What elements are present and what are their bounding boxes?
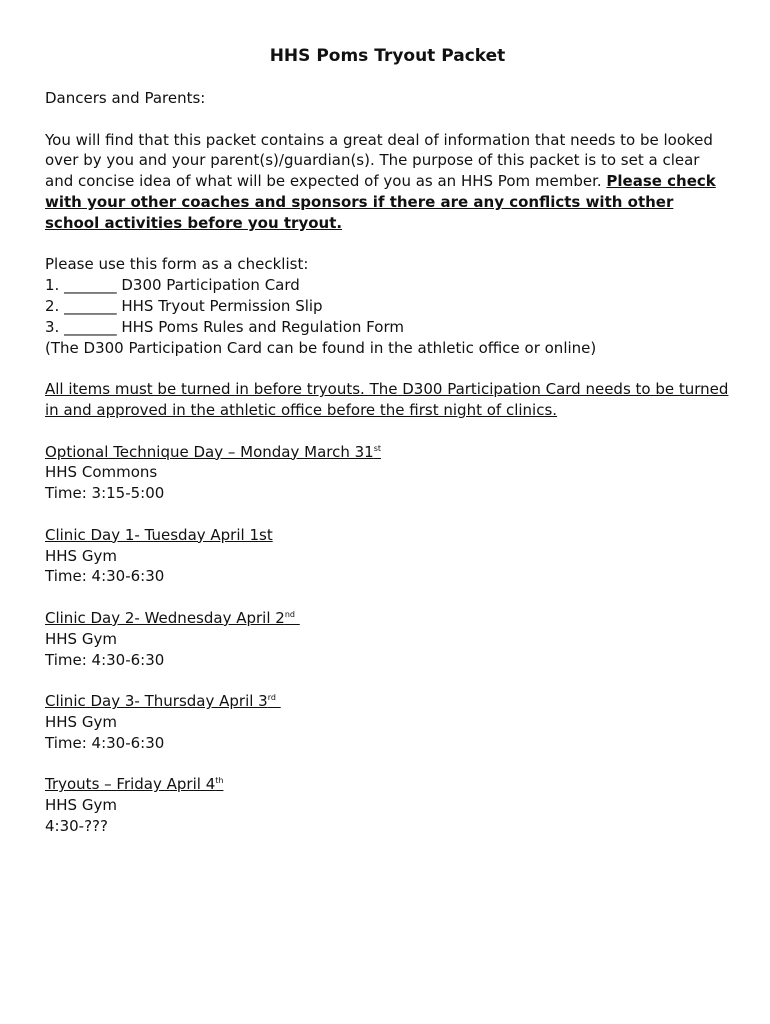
event-title-suffix: nd (284, 609, 295, 619)
event-block (45, 608, 730, 670)
event-time: Time: 4:30-6:30 (45, 733, 165, 752)
checklist-note: (The D300 Participation Card can be found in the athletic office or online) (45, 338, 597, 357)
event-location: HHS Gym (45, 546, 117, 565)
checklist-item: 1. _______ D300 Participation Card (45, 276, 300, 295)
event-title-suffix: th (215, 776, 224, 786)
notice: All items must be turned in before tryouts. The D300 Participation Card needs to be turned in and approved in the athletic office before the first night of clinics. (45, 380, 729, 419)
salutation: Dancers and Parents: (45, 89, 206, 107)
event-title: Clinic Day 3- Thursday April 3rd (45, 692, 276, 711)
event-title: Optional Technique Day – Monday March 31st (45, 442, 382, 461)
event-block (45, 774, 730, 836)
checklist-item: 2. _______ HHS Tryout Permission Slip (45, 296, 323, 315)
event-title: Clinic Day 1- Tuesday April 1st (45, 525, 273, 544)
event-location: HHS Gym (45, 796, 117, 815)
event-time: 4:30-??? (45, 816, 108, 835)
event-time: Time: 4:30-6:30 (45, 567, 165, 586)
checklist-heading: Please use this form as a checklist: (45, 255, 309, 274)
event-block (45, 442, 730, 504)
event-location: HHS Gym (45, 629, 117, 648)
event-title: Clinic Day 2- Wednesday April 2nd (45, 608, 295, 627)
event-title-suffix: st (373, 443, 382, 453)
document-title: HHS Poms Tryout Packet (269, 46, 506, 66)
event-location: HHS Commons (45, 463, 158, 482)
event-block (45, 525, 730, 587)
checklist-item: 3. _______ HHS Poms Rules and Regulation Form (45, 317, 404, 336)
intro-text: You will find that this packet contains a great deal of information that needs to be looked over by you and your parent(s)/guardian(s). The purpose of this packet is to set a clear and concise idea of what will be expected of you as an HHS Pom member. (45, 130, 713, 191)
intro-emphasis: Please check with your other coaches and sponsors if there are any conflicts with other school activities before you tryout. (45, 172, 716, 232)
event-block (45, 691, 730, 753)
intro-paragraph (45, 130, 730, 234)
checklist (45, 254, 730, 358)
event-location: HHS Gym (45, 712, 117, 731)
event-title-suffix: rd (267, 693, 276, 703)
event-title: Tryouts – Friday April 4th (45, 775, 224, 794)
event-time: Time: 3:15-5:00 (45, 484, 165, 503)
event-time: Time: 4:30-6:30 (45, 650, 165, 669)
